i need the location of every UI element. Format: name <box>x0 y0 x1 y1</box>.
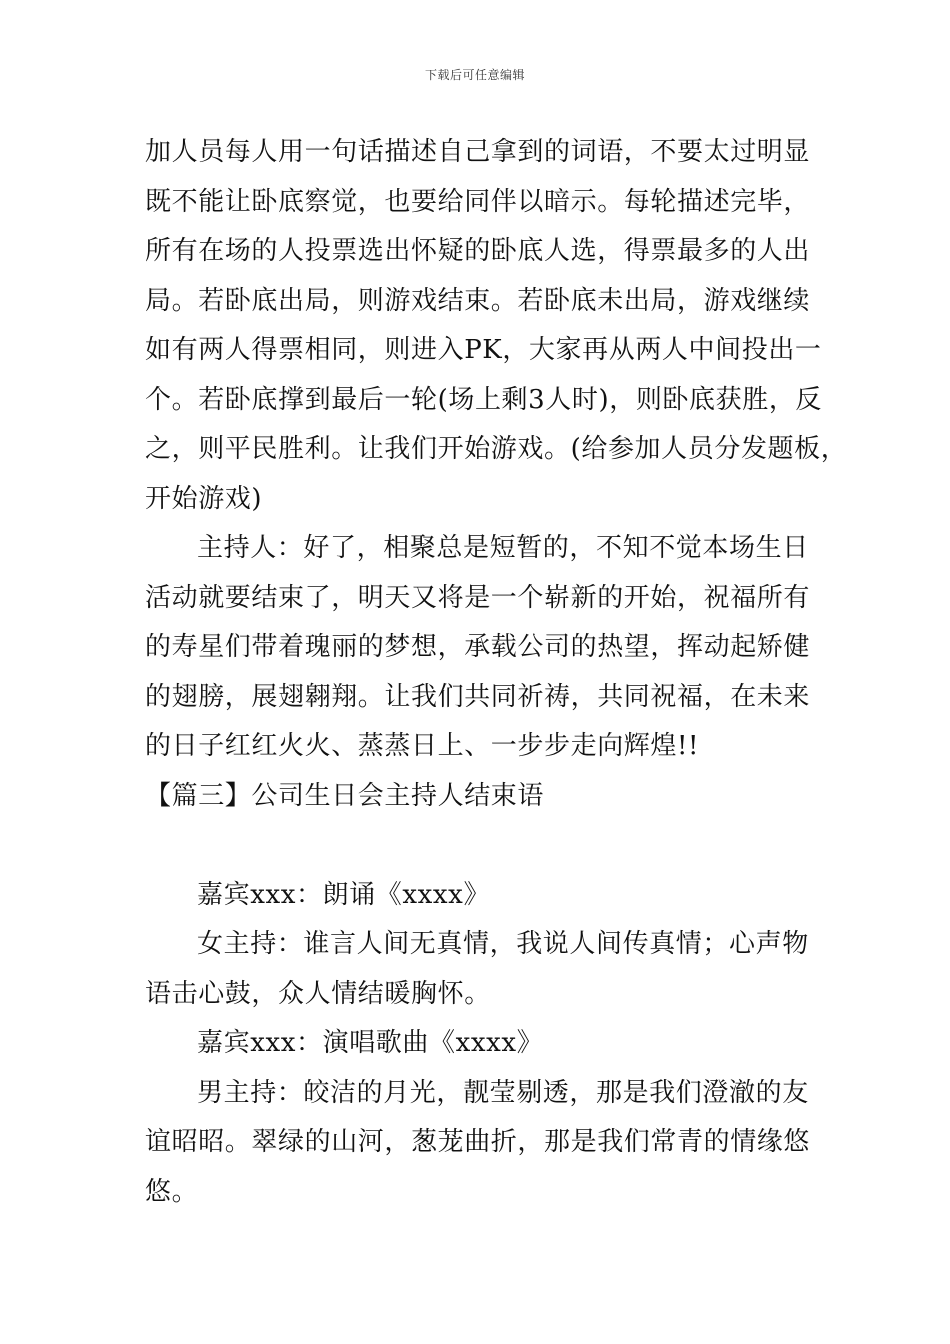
paragraph-line: 既不能让卧底察觉，也要给同伴以暗示。每轮描述完毕， <box>145 186 811 217</box>
paragraph-line: 之，则平民胜利。让我们开始游戏。(给参加人员分发题板， <box>145 434 848 464</box>
paragraph-line: 活动就要结束了，明天又将是一个崭新的开始，祝福所有 <box>145 582 811 613</box>
paragraph-line: 主持人：好了，相聚总是短暂的，不知不觉本场生日 <box>197 533 809 563</box>
paragraph-line: 嘉宾xxx：朗诵《xxxx》 <box>197 879 491 910</box>
paragraph-line: 男主持：皎洁的月光，靓莹剔透，那是我们澄澈的友 <box>197 1077 809 1108</box>
paragraph-line: 的翅膀，展翅翱翔。让我们共同祈祷，共同祝福，在未来 <box>145 681 811 712</box>
blank-line <box>145 821 825 871</box>
paragraph-line: 开始游戏) <box>145 483 263 514</box>
paragraph-line: 语击心鼓，众人情结暖胸怀。 <box>145 978 491 1009</box>
paragraph-line: 如有两人得票相同，则进入PK，大家再从两人中间投出一 <box>145 335 822 365</box>
page-header: 下载后可任意编辑 <box>424 68 525 82</box>
document-body <box>145 128 848 1217</box>
paragraph-line: 谊昭昭。翠绿的山河，葱茏曲折，那是我们常青的情缘悠 <box>145 1127 811 1157</box>
paragraph-line: 女主持：谁言人间无真情，我说人间传真情；心声物 <box>197 929 809 959</box>
paragraph-line: 所有在场的人投票选出怀疑的卧底人选，得票最多的人出 <box>145 236 811 266</box>
paragraph-line: 局。若卧底出局，则游戏结束。若卧底未出局，游戏继续 <box>145 285 811 316</box>
paragraph-line: 的日子红红火火、蒸蒸日上、一步步走向辉煌!! <box>145 731 700 761</box>
section-heading: 【篇三】公司生日会主持人结束语 <box>145 780 545 811</box>
paragraph-line: 的寿星们带着瑰丽的梦想，承载公司的热望，挥动起矫健 <box>145 632 811 662</box>
paragraph-line: 个。若卧底撑到最后一轮(场上剩3人时)，则卧底获胜，反 <box>145 384 823 415</box>
paragraph-line: 嘉宾xxx：演唱歌曲《xxxx》 <box>197 1028 544 1058</box>
paragraph-line: 加人员每人用一句话描述自己拿到的词语，不要太过明显 <box>145 137 811 167</box>
paragraph-line: 悠。 <box>145 1176 199 1207</box>
